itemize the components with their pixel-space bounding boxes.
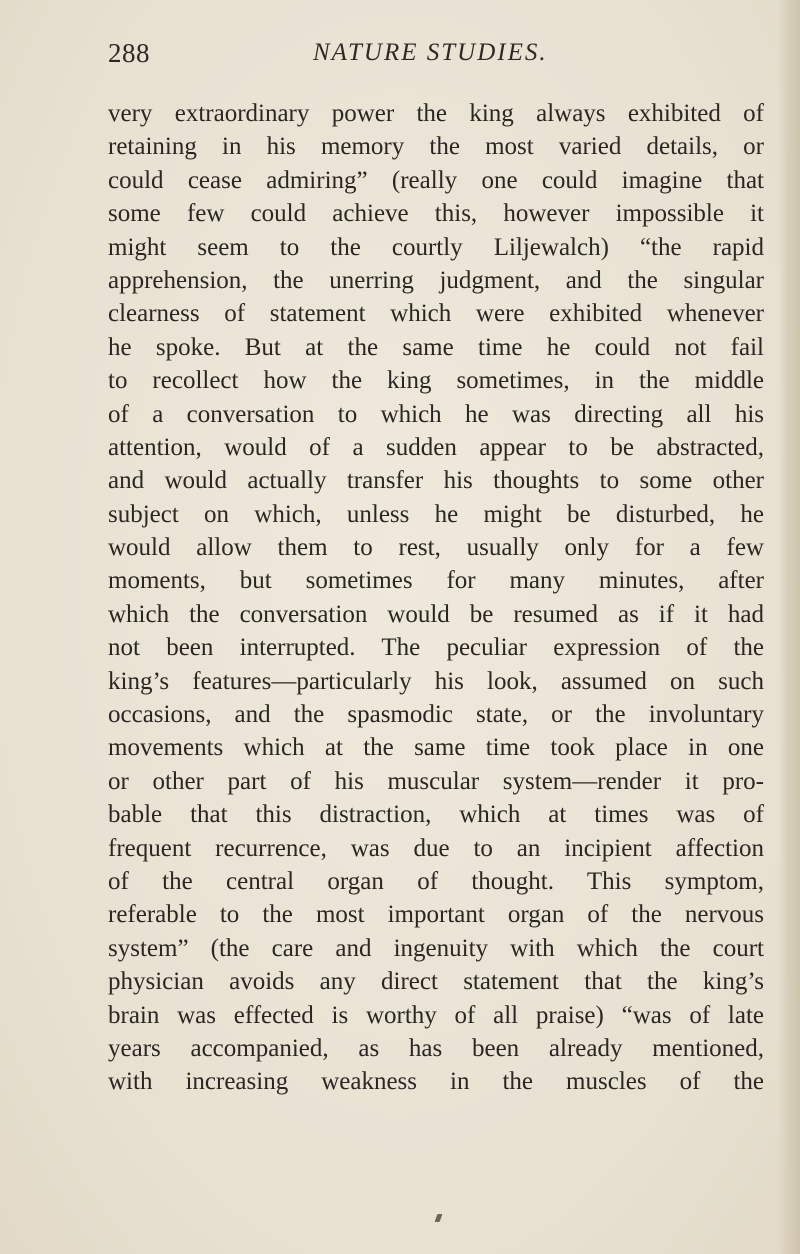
text-line: moments, but sometimes for many minutes, after	[108, 567, 764, 595]
text-line: very extraordinary power the king always exhibited of	[108, 100, 764, 127]
text-line: and would actually transfer his thoughts to some other	[108, 467, 764, 495]
body-text	[108, 97, 764, 1099]
text-line: or other part of his muscular system—render it pro-	[108, 767, 764, 795]
text-line: subject on which, unless he might be disturbed, he	[108, 500, 764, 528]
text-line: king’s features—particularly his look, assumed on such	[108, 667, 764, 695]
text-line: not been interrupted. The peculiar expression of the	[108, 634, 764, 662]
text-line: attention, would of a sudden appear to be abstracted,	[108, 433, 764, 461]
text-line: of the central organ of thought. This symptom,	[108, 867, 764, 895]
text-line: retaining in his memory the most varied details, or	[108, 133, 764, 161]
text-line: might seem to the courtly Liljewalch) “the rapid	[108, 233, 764, 261]
text-line: some few could achieve this, however impossible it	[108, 200, 764, 228]
page-header	[108, 38, 718, 78]
text-line: apprehension, the unerring judgment, and the singular	[108, 266, 764, 294]
text-line: occasions, and the spasmodic state, or the involuntary	[108, 701, 764, 729]
page-number: 288	[108, 38, 150, 68]
text-line: to recollect how the king sometimes, in the middle	[108, 367, 764, 395]
text-line: movements which at the same time took place in one	[108, 734, 764, 762]
text-line: frequent recurrence, was due to an incipient affection	[108, 834, 764, 862]
text-line: could cease admiring” (really one could imagine that	[108, 166, 764, 194]
text-line: bable that this distraction, which at times was of	[108, 801, 764, 829]
running-title: NATURE STUDIES.	[313, 39, 548, 66]
text-line: system” (the care and ingenuity with which the court	[108, 934, 764, 962]
text-line: of a conversation to which he was directing all his	[108, 400, 764, 428]
text-line: with increasing weakness in the muscles of the	[108, 1068, 764, 1096]
text-line: clearness of statement which were exhibited whenever	[108, 300, 764, 328]
text-line: years accompanied, as has been already mentioned,	[108, 1034, 764, 1062]
page-edge-shadow	[778, 0, 800, 1254]
text-line: he spoke. But at the same time he could not fail	[108, 333, 764, 361]
signature-mark	[435, 1214, 443, 1222]
text-line: would allow them to rest, usually only for a few	[108, 534, 764, 562]
text-line: physician avoids any direct statement that the king’s	[108, 968, 764, 996]
text-line: brain was effected is worthy of all praise) “was of late	[108, 1001, 764, 1029]
text-line: which the conversation would be resumed as if it had	[108, 600, 764, 628]
text-line: referable to the most important organ of the nervous	[108, 901, 764, 929]
